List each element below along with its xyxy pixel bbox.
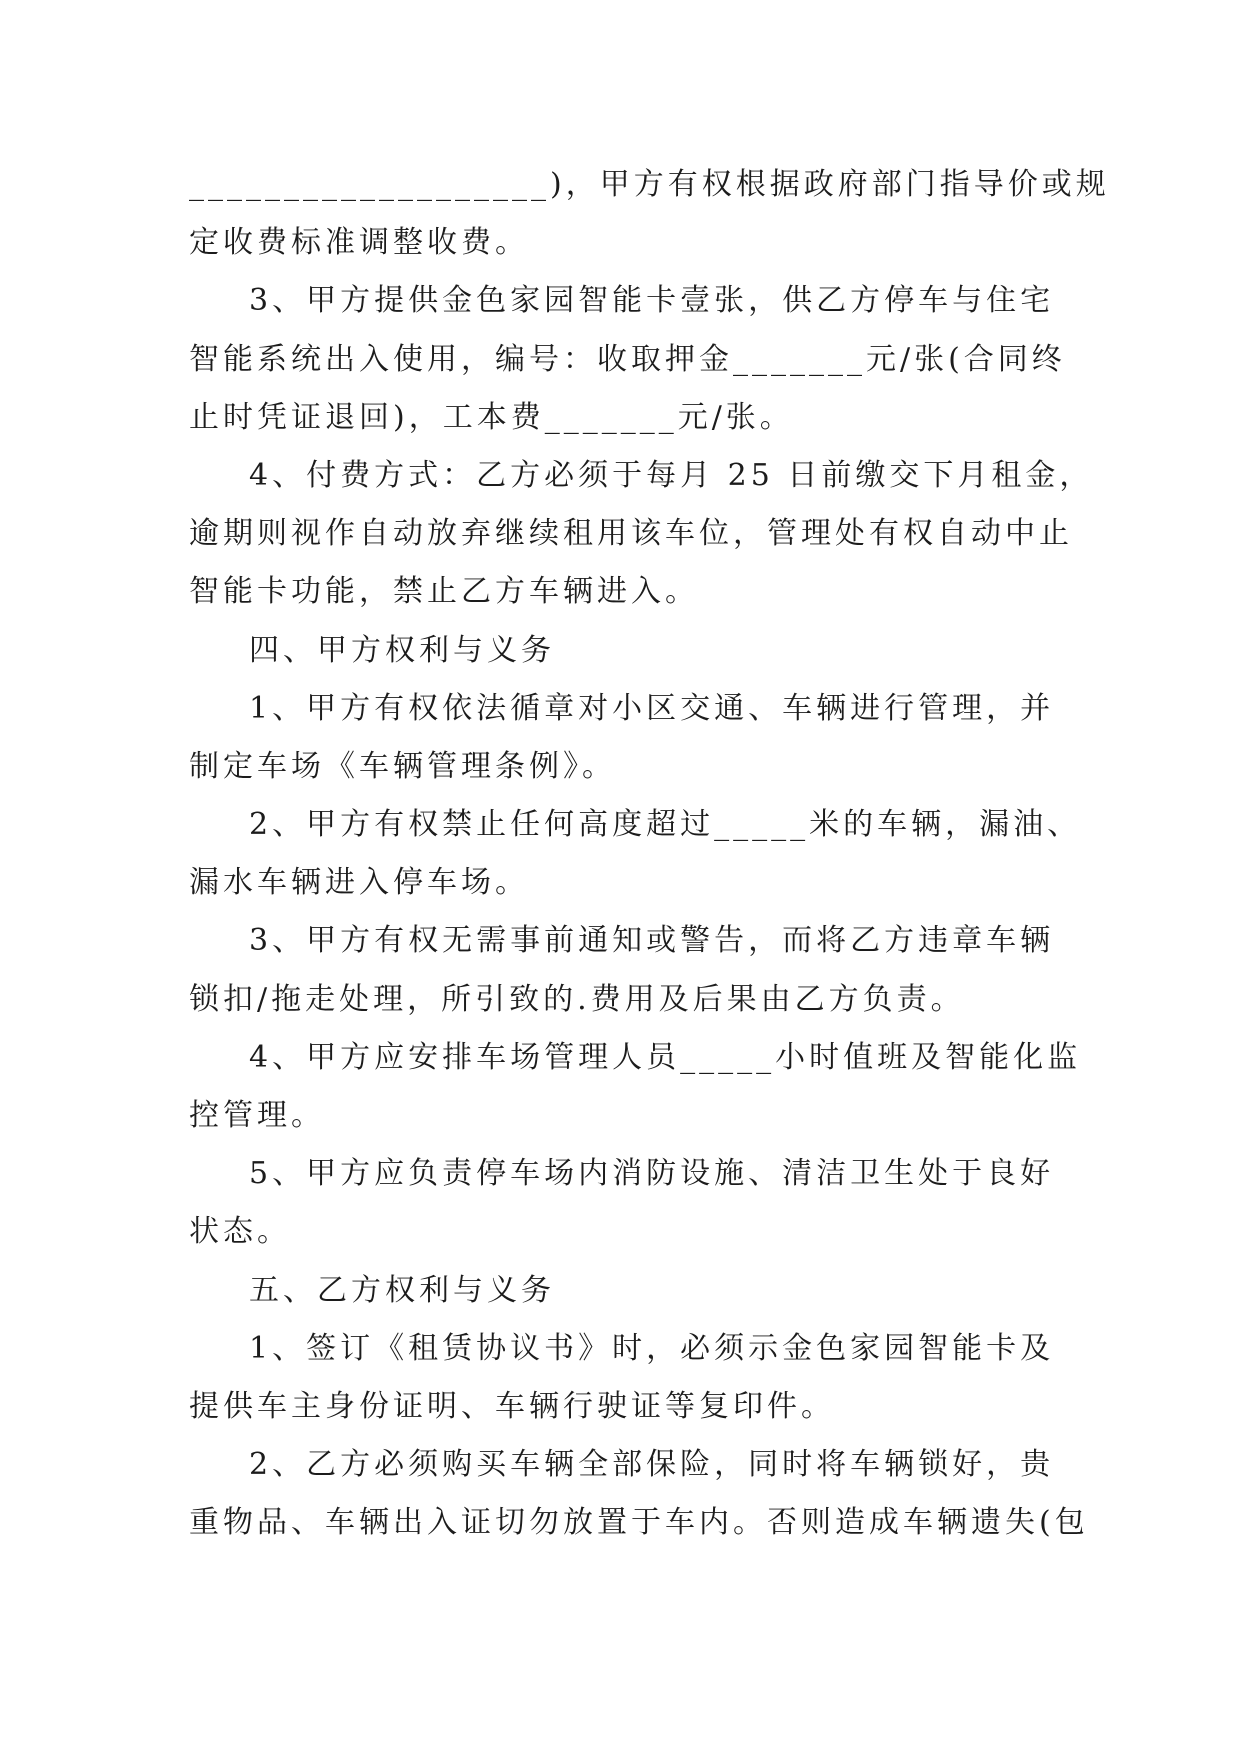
document-line: 1、甲方有权依法循章对小区交通、车辆进行管理，并 — [249, 690, 1055, 726]
document-line: 2、甲方有权禁止任何高度超过_____米的车辆，漏油、 — [249, 807, 1082, 843]
document-line: 智能系统出入使用，编号：收取押金_______元/张(合同终 — [189, 341, 1066, 377]
document-line: 提供车主身份证明、车辆行驶证等复印件。 — [189, 1388, 835, 1424]
document-line: 智能卡功能，禁止乙方车辆进入。 — [189, 574, 699, 610]
document-line: 五、乙方权利与义务 — [249, 1272, 555, 1308]
document-line: 逾期则视作自动放弃继续租用该车位，管理处有权自动中止 — [189, 516, 1073, 552]
document-line: 4、甲方应安排车场管理人员_____小时值班及智能化监 — [249, 1039, 1082, 1075]
document-line: ___________________)，甲方有权根据政府部门指导价或规 — [189, 167, 1110, 202]
document-line: 漏水车辆进入停车场。 — [189, 865, 529, 901]
document-line: 控管理。 — [189, 1098, 325, 1133]
document-line: 重物品、车辆出入证切勿放置于车内。否则造成车辆遗失(包 — [189, 1505, 1089, 1541]
document-line: 制定车场《车辆管理条例》。 — [189, 748, 616, 784]
document-line: 锁扣/拖走处理，所引致的.费用及后果由乙方负责。 — [189, 981, 965, 1017]
document-line: 1、签订《租赁协议书》时，必须示金色家园智能卡及 — [249, 1330, 1055, 1366]
document-line: 3、甲方提供金色家园智能卡壹张，供乙方停车与住宅 — [249, 283, 1055, 319]
document-line: 状态。 — [189, 1214, 291, 1250]
document-line: 止时凭证退回)，工本费_______元/张。 — [189, 399, 794, 435]
document-line: 3、甲方有权无需事前通知或警告，而将乙方违章车辆 — [249, 923, 1055, 959]
document-line: 2、乙方必须购买车辆全部保险，同时将车辆锁好，贵 — [249, 1447, 1055, 1483]
document-line: 四、甲方权利与义务 — [249, 632, 555, 668]
document-line: 定收费标准调整收费。 — [189, 225, 529, 261]
document-body — [189, 156, 1110, 1553]
document-line: 5、甲方应负责停车场内消防设施、清洁卫生处于良好 — [249, 1156, 1055, 1192]
document-line: 4、付费方式：乙方必须于每月 25 日前缴交下月租金， — [249, 457, 1094, 493]
